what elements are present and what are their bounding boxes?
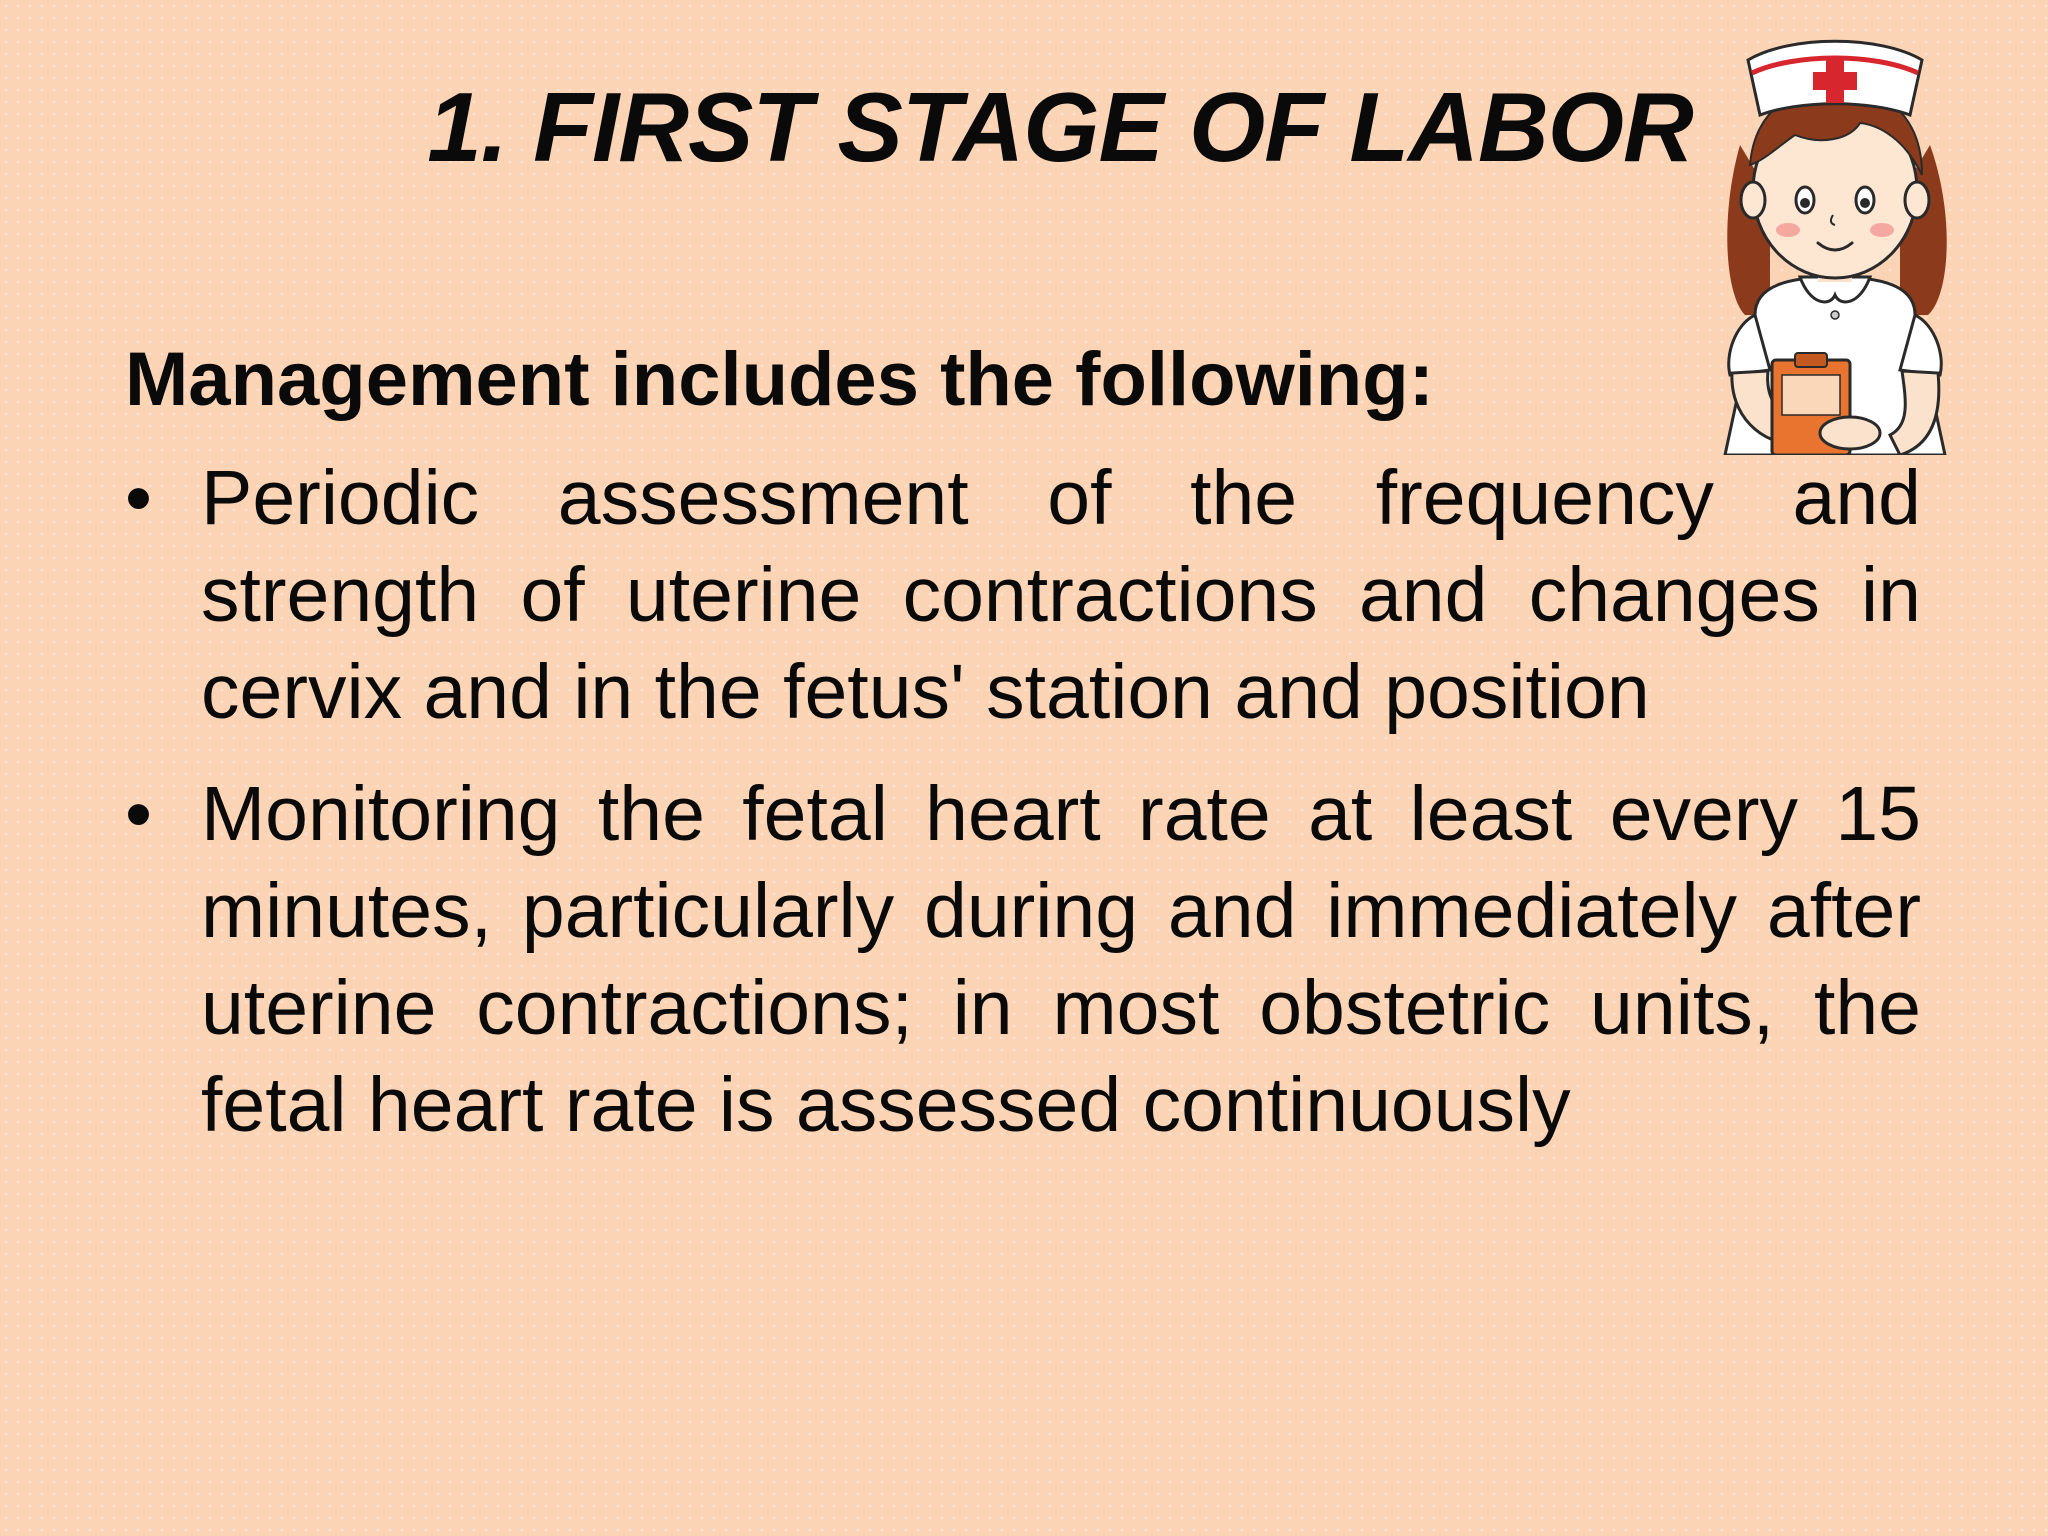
bullet-dot: • bbox=[125, 771, 152, 857]
slide-title: 1. FIRST STAGE OF LABOR bbox=[427, 72, 1693, 182]
nurse-ear-left bbox=[1741, 182, 1765, 218]
bullet-dot: • bbox=[125, 455, 152, 541]
bullet-text: Monitoring the fetal heart rate at least every 15 minutes, particularly during and immediately after uterine contractions; in most obstetric units, the fetal heart rate is assessed continuously bbox=[201, 771, 1921, 1148]
nurse-icon bbox=[1700, 15, 1970, 455]
nurse-cheek-left bbox=[1776, 223, 1800, 237]
nurse-cap-cross-h bbox=[1813, 72, 1857, 90]
bullet-text: Periodic assessment of the frequency and strength of uterine contractions and changes in cervix and in the fetus' station and position bbox=[201, 455, 1921, 735]
nurse-ear-right bbox=[1905, 182, 1929, 218]
nurse-button bbox=[1831, 311, 1839, 319]
intro-heading: Management includes the following: bbox=[125, 337, 1434, 422]
nurse-cheek-right bbox=[1870, 223, 1894, 237]
nurse-hand bbox=[1820, 417, 1880, 449]
bullet-item-monitoring bbox=[125, 766, 1921, 1154]
clipboard-paper bbox=[1782, 375, 1840, 415]
clipboard-clip bbox=[1795, 353, 1827, 367]
bullet-list bbox=[125, 450, 1921, 1179]
bullet-item-assessment bbox=[125, 450, 1921, 741]
